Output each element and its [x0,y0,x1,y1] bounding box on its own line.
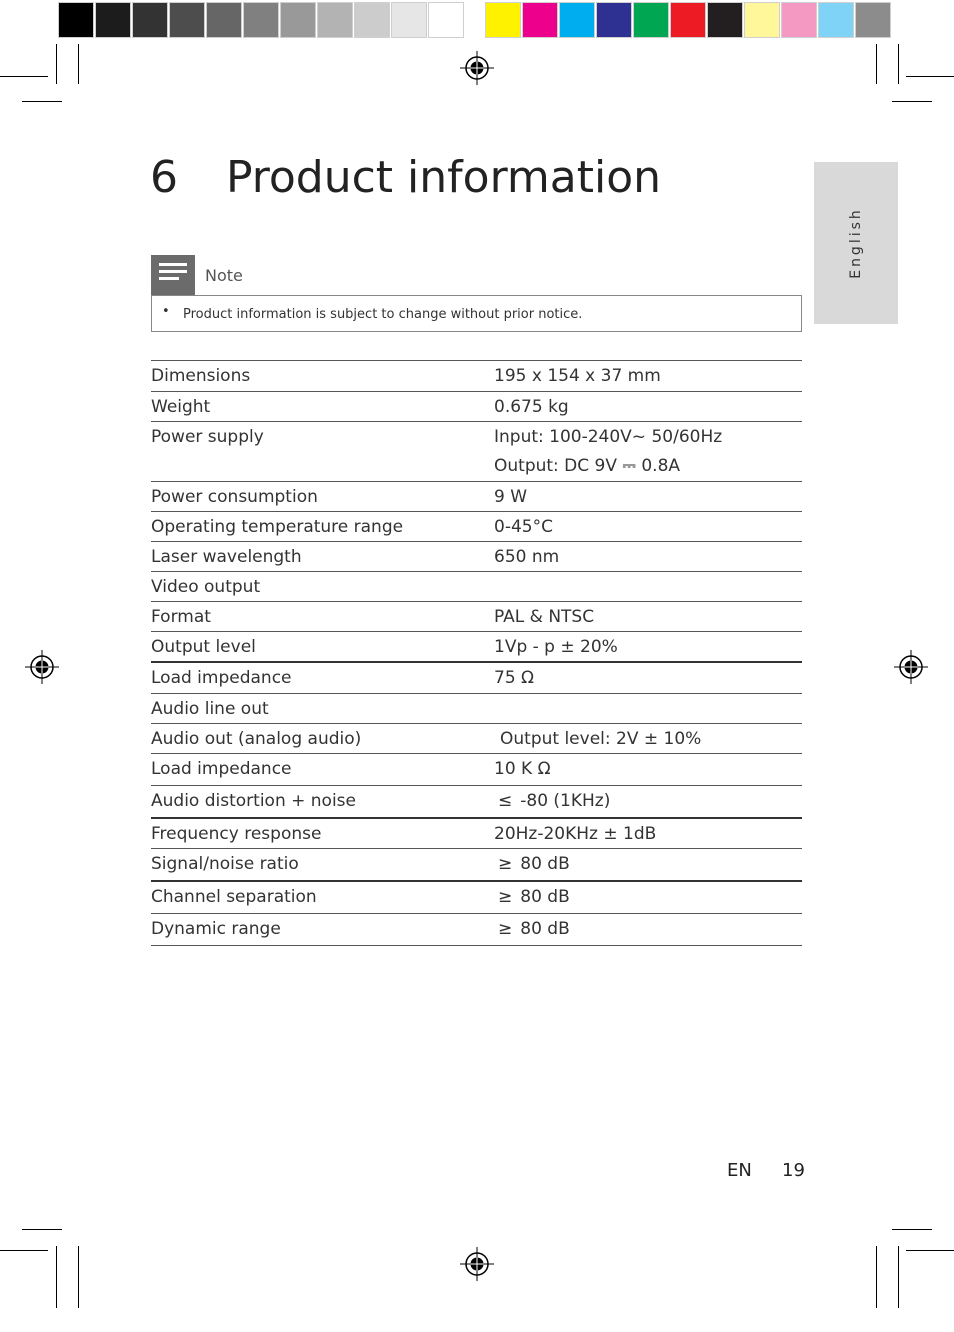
table-row [151,848,802,880]
table-row [151,541,802,571]
table-row [151,421,802,481]
spec-label: Video output [151,577,261,597]
spec-value: ≥ 80 dB [498,919,570,939]
spec-value: Output: DC 9V ⎓ 0.8A [494,456,681,476]
registration-mark-icon [24,649,60,685]
color-swatch [670,2,706,38]
spec-label: Operating temperature range [151,517,404,537]
crop-mark [906,76,954,77]
color-swatch [95,2,131,38]
note-label: Note [205,266,243,285]
less-equal-symbol: ≤ [498,791,513,811]
table-row [151,880,802,913]
note-box [151,295,802,332]
spec-value: 0.675 kg [494,397,569,417]
crop-mark [898,44,899,84]
greater-equal-symbol: ≥ [498,854,513,874]
color-swatch [559,2,595,38]
spec-value: ≤ -80 (1KHz) [498,791,611,811]
table-row [151,481,802,511]
color-swatch [707,2,743,38]
spec-value: ≥ 80 dB [498,854,570,874]
spec-value: PAL & NTSC [494,607,595,627]
spec-label: Dimensions [151,366,251,386]
spec-label: Load impedance [151,668,292,688]
crop-mark [22,101,62,102]
color-swatch [58,2,94,38]
registration-mark-icon [459,50,495,86]
table-row [151,391,802,421]
crop-mark [876,44,877,84]
crop-mark [78,1246,79,1308]
crop-mark [56,1246,57,1308]
table-row [151,817,802,848]
spec-label: Power consumption [151,487,318,507]
color-swatch [781,2,817,38]
spec-table [151,360,802,946]
spec-value: 650 nm [494,547,560,567]
note-icon [151,255,195,295]
color-swatch [243,2,279,38]
crop-mark [898,1246,899,1308]
page-title: Product information [226,152,661,203]
crop-mark [876,1246,877,1308]
registration-mark-icon [893,649,929,685]
spec-label: Dynamic range [151,919,281,939]
table-row [151,913,802,946]
greater-equal-symbol: ≥ [498,887,513,907]
chapter-number: 6 [150,152,178,203]
table-row [151,661,802,693]
spec-label: Audio out (analog audio) [151,729,362,749]
spec-value: 195 x 154 x 37 mm [494,366,661,386]
table-row [151,601,802,631]
color-swatch [317,2,353,38]
spec-value: 10 K Ω [494,759,551,779]
crop-mark [892,101,932,102]
note-bullet: • [162,304,170,319]
color-swatch [744,2,780,38]
crop-mark [22,1229,62,1230]
color-swatch [354,2,390,38]
color-swatch [132,2,168,38]
spec-value: Input: 100-240V~ 50/60Hz [494,427,723,447]
color-swatch [596,2,632,38]
color-swatch [206,2,242,38]
spec-label: Output level [151,637,256,657]
crop-mark [0,1250,48,1251]
spec-label: Weight [151,397,211,417]
color-swatch [428,2,464,38]
spec-value: Output level: 2V ± 10% [500,729,702,749]
crop-mark [892,1229,932,1230]
spec-label: Audio line out [151,699,269,719]
spec-label: Format [151,607,211,627]
crop-mark [56,44,57,84]
crop-mark [78,44,79,84]
table-row [151,723,802,753]
page-number: 19 [782,1160,805,1181]
color-swatch [280,2,316,38]
spec-label: Load impedance [151,759,292,779]
spec-value: 1Vp - p ± 20% [494,637,618,657]
table-row [151,631,802,661]
table-row [151,360,802,391]
spec-label: Frequency response [151,824,322,844]
color-swatch [522,2,558,38]
table-row [151,785,802,817]
spec-label: Channel separation [151,887,317,907]
language-tab [814,162,898,324]
table-row [151,511,802,541]
color-swatch [855,2,891,38]
table-row [151,571,802,601]
color-swatch [818,2,854,38]
note-text: Product information is subject to change without prior notice. [183,307,583,322]
spec-value: ≥ 80 dB [498,887,570,907]
spec-value: 20Hz-20KHz ± 1dB [494,824,657,844]
grayscale-calibration-bar [58,2,465,38]
spec-value: 75 Ω [494,668,535,688]
spec-label: Power supply [151,427,264,447]
crop-mark [0,76,48,77]
color-swatch [391,2,427,38]
crop-mark [906,1250,954,1251]
color-swatch [633,2,669,38]
greater-equal-symbol: ≥ [498,919,513,939]
footer-language-code: EN [727,1160,752,1181]
spec-label: Laser wavelength [151,547,302,567]
spec-label: Audio distortion + noise [151,791,356,811]
color-swatch [169,2,205,38]
table-row [151,693,802,723]
spec-value: 0-45°C [494,517,553,537]
spec-value: 9 W [494,487,528,507]
color-swatch [485,2,521,38]
registration-mark-icon [459,1246,495,1282]
language-tab-label: English [848,207,864,279]
color-calibration-bar [485,2,892,38]
spec-label: Signal/noise ratio [151,854,299,874]
table-row [151,753,802,785]
